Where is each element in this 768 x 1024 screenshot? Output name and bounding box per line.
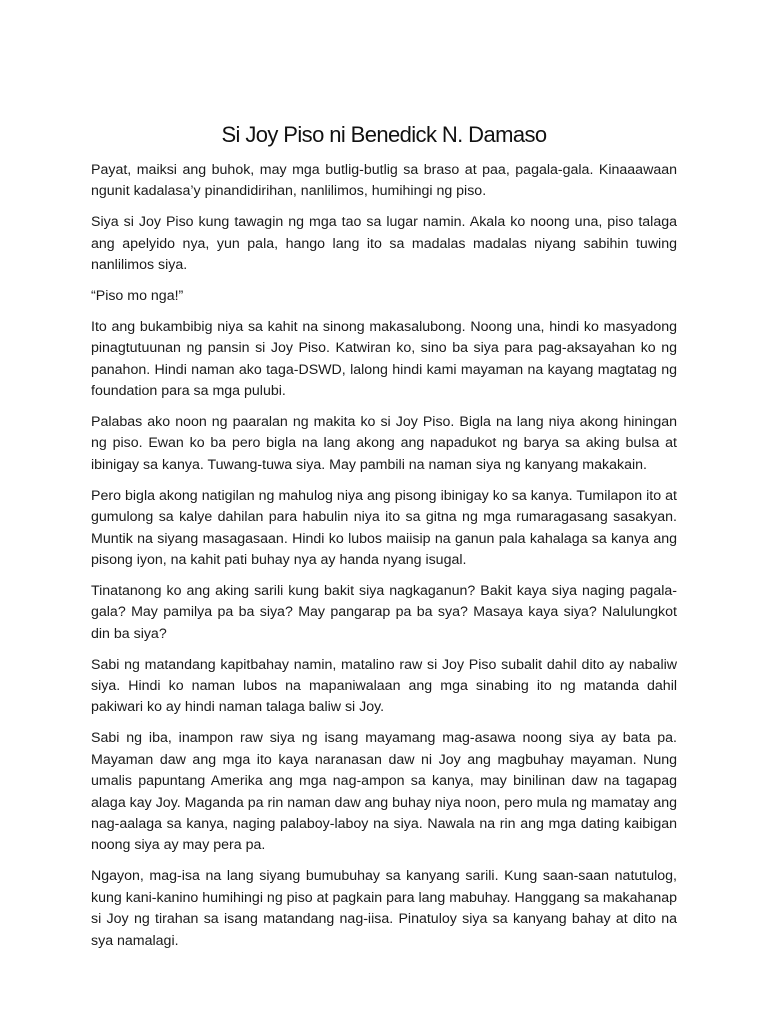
paragraph: Payat, maiksi ang buhok, may mga butlig-butlig sa braso at paa, pagala-gala. Kinaaawaan ngunit kadalasa’y pinandidirihan, nanlilimos, humihingi ng piso.	[91, 162, 677, 200]
document-body	[91, 160, 677, 961]
paragraph: Tinatanong ko ang aking sarili kung bakit siya nagkaganun? Bakit kaya siya naging pagala-gala? May pamilya pa ba siya? May pangarap pa ba sya? Masaya kaya siya? Nalulungkot din ba siya?	[91, 582, 677, 642]
paragraph: Pero bigla akong natigilan ng mahulog niya ang pisong ibinigay ko sa kanya. Tumilapon ito at gumulong sa kalye dahilan para habulin niya ito sa gitna ng mga rumaragasang sasakyan. Muntik na siyang masagasaan. Hindi ko lubos maiisip na ganun pala kahalaga sa kanya ang pisong iyon, na kahit pati buhay nya ay handa nyang isugal.	[91, 487, 677, 568]
paragraph: Sabi ng iba, inampon raw siya ng isang mayamang mag-asawa noong siya ay bata pa. Mayaman daw ang mga ito kaya naranasan daw ni Joy ang magbuhay mayaman. Nung umalis papuntang Amerika ang mga nag-ampon sa kanya, may binilinan daw na tagapag alaga kay Joy. Maganda pa rin naman daw ang buhay niya noon, pero mula ng mamatay ang nag-aalaga sa kanya, naging palaboy-laboy na siya. Nawala na rin ang mga dating kaibigan noong siya ay may pera pa.	[91, 730, 677, 854]
paragraph: Siya si Joy Piso kung tawagin ng mga tao sa lugar namin. Akala ko noong una, piso talaga ang apelyido nya, yun pala, hango lang ito sa madalas madalas niyang sabihin tuwing nanlilimos siya.	[91, 214, 677, 274]
paragraph: Sabi ng matandang kapitbahay namin, matalino raw si Joy Piso subalit dahil dito ay nabaliw siya. Hindi ko naman lubos na mapaniwalaan ang mga sinabing ito ng matanda dahil pakiwari ko ay hindi naman talaga baliw si Joy.	[91, 656, 677, 716]
paragraph: Palabas ako noon ng paaralan ng makita ko si Joy Piso. Bigla na lang niya akong hiningan ng piso. Ewan ko ba pero bigla na lang akong ang napadukot ng barya sa aking bulsa at ibinigay sa kanya. Tuwang-tuwa siya. May pambili na naman siya ng kanyang makakain.	[91, 414, 677, 473]
document-title: Si Joy Piso ni Benedick N. Damaso	[221, 122, 547, 147]
paragraph: Ngayon, mag-isa na lang siyang bumubuhay sa kanyang sarili. Kung saan-saan natutulog, kung kani-kanino humihingi ng piso at pagkain para lang mabuhay. Hanggang sa makahanap si Joy ng tirahan sa isang matandang nag-iisa. Pinatuloy siya sa kanyang bahay at dito na sya namalagi.	[91, 868, 677, 949]
paragraph: “Piso mo nga!”	[91, 288, 184, 305]
paragraph: Ito ang bukambibig niya sa kahit na sinong makasalubong. Noong una, hindi ko masyadong pinagtutuunan ng pansin si Joy Piso. Katwiran ko, sino ba siya para pag-aksayahan ko ng panahon. Hindi naman ako taga-DSWD, lalong hindi kami mayaman na kayang magtatag ng foundation para sa mga pulubi.	[91, 318, 677, 400]
